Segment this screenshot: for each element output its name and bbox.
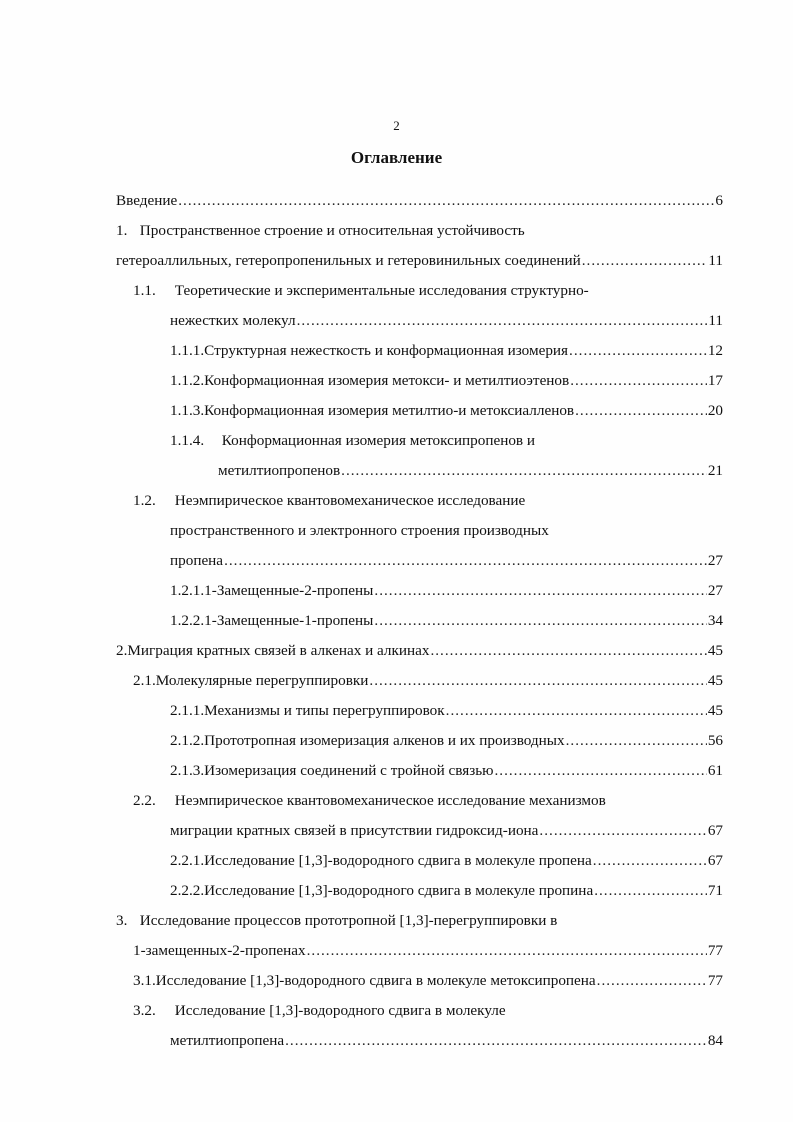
- leader-dots: [569, 340, 707, 362]
- entry-text: Конформационная изомерия метоксипропенов и: [221, 432, 536, 449]
- toc-entry[interactable]: [116, 910, 557, 932]
- entry-number: 2.1.2.: [170, 732, 205, 749]
- toc-entry[interactable]: [170, 730, 723, 752]
- entry-text: Исследование [1,3]-водородного сдвига в молекуле: [174, 1002, 506, 1019]
- entry-number: 1.1.2.: [170, 372, 205, 389]
- entry-text: миграции кратных связей в присутствии гидроксид-иона: [170, 822, 539, 839]
- entry-page: 21: [707, 462, 723, 479]
- entry-page: 11: [708, 312, 723, 329]
- toc-entry[interactable]: [170, 340, 723, 362]
- entry-number: 2.1.1.: [170, 702, 205, 719]
- entry-text: Структурная нежесткость и конформационная изомерия: [204, 342, 569, 359]
- leader-dots: [593, 850, 707, 872]
- entry-number: 1.1.: [133, 282, 156, 299]
- entry-page: 56: [707, 732, 723, 749]
- entry-number: 1.2.: [133, 492, 156, 509]
- toc-title: Оглавление: [350, 148, 443, 167]
- toc-entry[interactable]: [218, 460, 723, 482]
- entry-text: Исследование [1,3]-водородного сдвига в молекуле пропена: [204, 852, 592, 869]
- entry-text: 1-Замещенные-1-пропены: [204, 612, 374, 629]
- entry-number: 2.1.: [133, 672, 156, 689]
- entry-page: 61: [707, 762, 723, 779]
- entry-number: 1.1.3.: [170, 402, 205, 419]
- entry-page: 6: [715, 192, 723, 209]
- leader-dots: [430, 640, 706, 662]
- leader-dots: [582, 250, 708, 272]
- leader-dots: [446, 700, 707, 722]
- entry-text: 1-замещенных-2-пропенах: [133, 942, 306, 959]
- entry-number: 2.1.3.: [170, 762, 205, 779]
- entry-page: 45: [707, 702, 723, 719]
- toc-entry[interactable]: [133, 670, 723, 692]
- leader-dots: [597, 970, 707, 992]
- entry-text: Теоретические и экспериментальные исследования структурно-: [174, 282, 589, 299]
- toc-entry[interactable]: [116, 640, 723, 662]
- entry-text: Неэмпирическое квантовомеханическое исследование: [174, 492, 526, 509]
- leader-dots: [566, 730, 707, 752]
- entry-text: Конформационная изомерия метокси- и метилтиоэтенов: [204, 372, 570, 389]
- entry-number: 3.2.: [133, 1002, 156, 1019]
- entry-number: 1.1.4.: [170, 432, 205, 449]
- entry-number: 2.2.1.: [170, 852, 205, 869]
- leader-dots: [297, 310, 708, 332]
- entry-text: Механизмы и типы перегруппировок: [204, 702, 445, 719]
- entry-number: 1.: [116, 222, 128, 239]
- toc-entry[interactable]: [133, 970, 723, 992]
- entry-text: Исследование [1,3]-водородного сдвига в молекуле пропина: [204, 882, 594, 899]
- toc-entry[interactable]: [133, 1000, 506, 1022]
- leader-dots: [575, 400, 707, 422]
- toc-entry[interactable]: [170, 370, 723, 392]
- toc-entry[interactable]: [116, 250, 723, 272]
- entry-text: Пространственное строение и относительная устойчивость: [139, 222, 525, 239]
- entry-text: нежестких молекул: [170, 312, 296, 329]
- toc-entry[interactable]: [170, 610, 723, 632]
- leader-dots: [178, 190, 714, 212]
- entry-page: 45: [707, 672, 723, 689]
- toc-entry[interactable]: [170, 700, 723, 722]
- entry-text: Миграция кратных связей в алкенах и алкинах: [127, 642, 430, 659]
- leader-dots: [307, 940, 707, 962]
- toc-entry[interactable]: [133, 280, 589, 302]
- toc-entry[interactable]: [170, 400, 723, 422]
- entry-text: метилтиопропенов: [218, 462, 341, 479]
- entry-number: 3.: [116, 912, 128, 929]
- toc-entry[interactable]: [133, 940, 723, 962]
- toc-entry[interactable]: [170, 580, 723, 602]
- entry-page: 45: [707, 642, 723, 659]
- entry-text: метилтиопропена: [170, 1032, 285, 1049]
- entry-text: гетероаллильных, гетеропропенильных и гетеровинильных соединений: [116, 252, 581, 269]
- entry-text: Исследование процессов прототропной [1,3]-перегруппировки в: [139, 912, 558, 929]
- leader-dots: [224, 550, 707, 572]
- page-number: 2: [393, 118, 400, 133]
- entry-number: 1.1.1.: [170, 342, 205, 359]
- toc-entry[interactable]: [116, 220, 525, 242]
- entry-text: пространственного и электронного строения производных: [170, 522, 549, 539]
- entry-page: 27: [707, 582, 723, 599]
- entry-page: 34: [707, 612, 723, 629]
- toc-entry[interactable]: [170, 550, 723, 572]
- entry-page: 27: [707, 552, 723, 569]
- leader-dots: [374, 610, 706, 632]
- toc-entry[interactable]: [116, 190, 723, 212]
- entry-page: 12: [707, 342, 723, 359]
- entry-text: Конформационная изомерия метилтио-и метоксиалленов: [204, 402, 575, 419]
- entry-text: пропена: [170, 552, 224, 569]
- leader-dots: [374, 580, 706, 602]
- entry-text: Изомеризация соединений с тройной связью: [204, 762, 494, 779]
- toc-entry[interactable]: [170, 310, 723, 332]
- entry-page: 67: [707, 822, 723, 839]
- entry-number: 1.2.1.: [170, 582, 205, 599]
- entry-page: 17: [707, 372, 723, 389]
- leader-dots: [285, 1030, 707, 1052]
- entry-number: 1.2.2.: [170, 612, 205, 629]
- toc-entry[interactable]: [170, 820, 723, 842]
- entry-text: 1-Замещенные-2-пропены: [204, 582, 374, 599]
- entry-page: 71: [707, 882, 723, 899]
- toc-entry[interactable]: [133, 790, 606, 812]
- entry-number: 2.2.: [133, 792, 156, 809]
- toc-entry[interactable]: [170, 760, 723, 782]
- toc-entry[interactable]: [170, 850, 723, 872]
- toc-entry[interactable]: [170, 880, 723, 902]
- leader-dots: [341, 460, 707, 482]
- toc-entry[interactable]: [170, 1030, 723, 1052]
- entry-page: 20: [707, 402, 723, 419]
- entry-page: 67: [707, 852, 723, 869]
- toc-entry[interactable]: [170, 520, 549, 542]
- entry-text: Исследование [1,3]-водородного сдвига в молекуле метоксипропена: [155, 972, 596, 989]
- entry-number: 3.1.: [133, 972, 156, 989]
- entry-text: Введение: [116, 192, 178, 209]
- entry-number: 2.2.2.: [170, 882, 205, 899]
- entry-page: 84: [707, 1032, 723, 1049]
- entry-page: 77: [707, 942, 723, 959]
- entry-text: Молекулярные перегруппировки: [155, 672, 369, 689]
- entry-number: 2.: [116, 642, 128, 659]
- entry-text: Неэмпирическое квантовомеханическое исследование механизмов: [174, 792, 606, 809]
- entry-page: 77: [707, 972, 723, 989]
- toc-entry[interactable]: [170, 430, 535, 452]
- leader-dots: [494, 760, 706, 782]
- leader-dots: [570, 370, 707, 392]
- leader-dots: [594, 880, 707, 902]
- leader-dots: [369, 670, 706, 692]
- leader-dots: [539, 820, 706, 842]
- entry-page: 11: [708, 252, 723, 269]
- toc-entry[interactable]: [133, 490, 525, 512]
- entry-text: Прототропная изомеризация алкенов и их производных: [204, 732, 565, 749]
